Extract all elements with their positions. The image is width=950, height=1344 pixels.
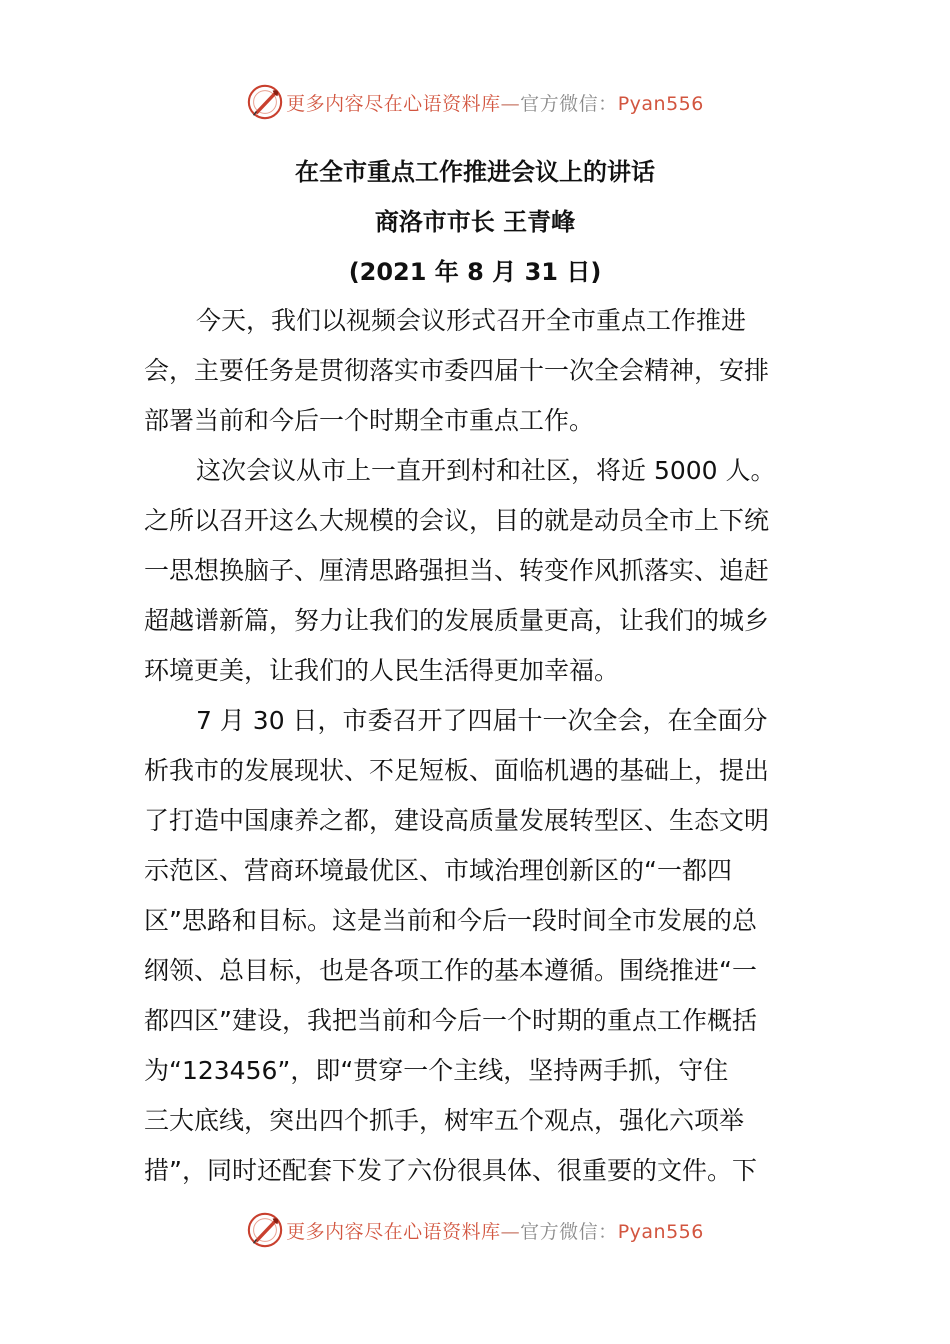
body-line: 今天，我们以视频会议形式召开全市重点工作推进: [196, 306, 747, 335]
document-title: 在全市重点工作推进会议上的讲话: [295, 158, 655, 186]
watermark-label: 官方微信：: [520, 1220, 618, 1243]
body-line: 示范区、营商环境最优区、市域治理创新区的“一都四: [144, 856, 732, 885]
quill-logo-icon: [246, 83, 284, 121]
body-line: 纲领、总目标，也是各项工作的基本遵循。围绕推进“一: [144, 956, 757, 985]
body-line: 7 月 30 日，市委召开了四届十一次全会，在全面分: [196, 706, 768, 735]
body-line: 超越谱新篇，努力让我们的发展质量更高，让我们的城乡: [144, 606, 770, 635]
watermark-separator: —: [500, 92, 521, 115]
watermark-handle: Pyan556: [617, 1220, 704, 1243]
watermark-banner-top: [0, 82, 950, 122]
body-line: 部署当前和今后一个时期全市重点工作。: [144, 406, 595, 435]
body-line: 都四区”建设，我把当前和今后一个时期的重点工作概括: [144, 1006, 757, 1035]
watermark-label: 官方微信：: [520, 92, 618, 115]
body-line: 析我市的发展现状、不足短板、面临机遇的基础上，提出: [144, 756, 770, 785]
watermark-separator: —: [500, 1220, 521, 1243]
document-author: 商洛市市长 王青峰: [374, 208, 576, 236]
body-line: 为“123456”，即“贯穿一个主线，坚持两手抓，守住: [144, 1056, 729, 1085]
body-line: 这次会议从市上一直开到村和社区，将近 5000 人。: [196, 456, 776, 485]
body-line: 之所以召开这么大规模的会议，目的就是动员全市上下统: [144, 506, 770, 535]
body-line: 措”，同时还配套下发了六份很具体、很重要的文件。下: [144, 1156, 757, 1185]
body-line: 环境更美，让我们的人民生活得更加幸福。: [144, 656, 620, 685]
body-line: 一思想换脑子、厘清思路强担当、转变作风抓落实、追赶: [144, 556, 770, 585]
document-body: [144, 296, 808, 1196]
body-line: 三大底线，突出四个抓手，树牢五个观点，强化六项举: [144, 1106, 745, 1135]
watermark-text: [286, 1217, 704, 1244]
body-line: 会，主要任务是贯彻落实市委四届十一次全会精神，安排: [144, 356, 770, 385]
document-date: (2021 年 8 月 31 日): [348, 258, 602, 286]
watermark-brand: 更多内容尽在心语资料库: [286, 92, 501, 115]
quill-logo-icon: [246, 1211, 284, 1249]
watermark-text: [286, 89, 704, 116]
body-line: 区”思路和目标。这是当前和今后一段时间全市发展的总: [144, 906, 757, 935]
watermark-banner-bottom: [0, 1210, 950, 1250]
watermark-brand: 更多内容尽在心语资料库: [286, 1220, 501, 1243]
body-line: 了打造中国康养之都，建设高质量发展转型区、生态文明: [144, 806, 770, 835]
watermark-handle: Pyan556: [617, 92, 704, 115]
